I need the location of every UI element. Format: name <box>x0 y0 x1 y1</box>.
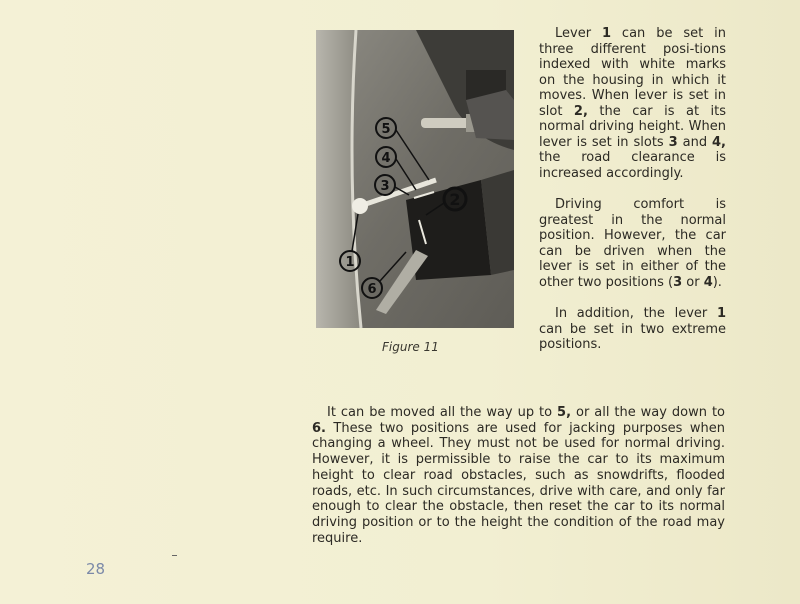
callout-6: 6 <box>367 282 377 297</box>
paragraph-lever-positions: Lever 1 can be set in three different posi-tions indexed with white marks on the housing in which it moves. When lever is set in slot 2, the car is at its normal driving height. When lever is set in slots 3 and 4, the road clearance is increased accordingly. <box>539 26 726 181</box>
figure-caption: Figure 11 <box>382 340 439 354</box>
print-mark <box>172 555 177 556</box>
figure-11-photo <box>316 30 514 328</box>
bottom-paragraph <box>312 405 725 546</box>
callout-1: 1 <box>345 255 355 270</box>
paragraph-driving-comfort: Driving comfort is greatest in the normal position. However, the car can be driven when the lever is set in either of the other two positions (3 or 4). <box>539 197 726 290</box>
callout-5: 5 <box>381 122 391 137</box>
paragraph-extreme-positions: In addition, the lever 1 can be set in two extreme positions. <box>539 306 726 352</box>
paragraph-jacking-positions: It can be moved all the way up to 5, or all the way down to 6. These two positions are used for jacking purposes when changing a wheel. They must not be used for normal driving. However, it is permissible to raise the car to its maximum height to clear road obstacles, such as snowdrifts, flooded roads, etc. In such circumstances, drive with care, and only far enough to clear the obstacle, then reset the car to its normal driving position or to the height the condition of the road may require. <box>312 405 725 546</box>
callout-2: 2 <box>449 190 461 209</box>
callout-3: 3 <box>380 179 390 194</box>
page-number: 28 <box>86 560 106 578</box>
lever-photo-illustration <box>316 30 514 328</box>
right-column-text <box>539 26 726 369</box>
callout-4: 4 <box>381 151 391 166</box>
